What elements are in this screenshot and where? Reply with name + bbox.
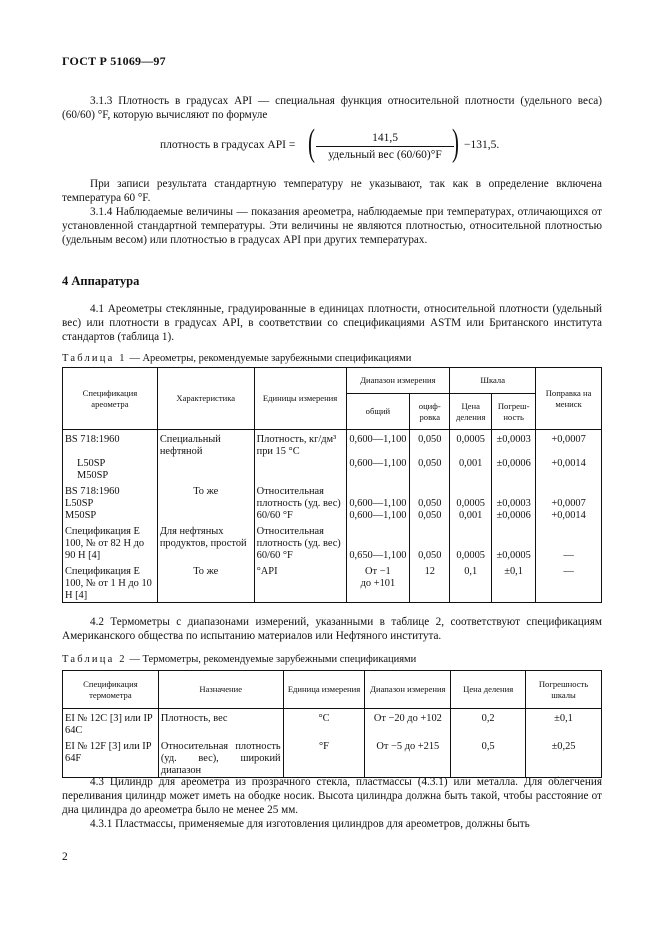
- formula-denominator: удельный вес (60/60)°F: [328, 149, 442, 161]
- t2-cell-range: От −5 до +215: [365, 737, 451, 778]
- t2-header-unit: Единица измерения: [283, 671, 365, 709]
- t1-header-range-digit: оциф-ровка: [410, 394, 450, 430]
- table2-row: [63, 737, 602, 778]
- t1-cell-range-digit: 12: [410, 562, 450, 603]
- t2-header-spec: Спецификация термометра: [63, 671, 159, 709]
- t1-cell-corr: +0,0007: [536, 430, 602, 459]
- t1-cell-char: [157, 458, 254, 482]
- table1-caption-text: — Ареометры, рекомендуемые зарубежными спецификациями: [126, 353, 412, 364]
- paragraph-4-3-1: 4.3.1 Пластмассы, применяемые для изготовления цилиндров для ареометров, должны быть: [90, 818, 530, 830]
- paragraph-note: При записи результата стандартную температуру не указывают, так как в определение включена температура 60 °F.: [62, 178, 602, 204]
- t1-cell-units: Плотность, кг/дм³ при 15 °С: [254, 430, 346, 459]
- table2-header-row: [63, 671, 602, 709]
- table2-caption: [62, 653, 416, 667]
- t1-header-range: Диапазон измерения: [346, 368, 450, 394]
- t1-cell-scale-div: 0,0005: [450, 522, 492, 562]
- t1-header-scale-err: Погреш-ность: [492, 394, 536, 430]
- t1-cell-scale-div: 0,1: [450, 562, 492, 603]
- t1-cell-range-total: 0,650—1,100: [346, 522, 410, 562]
- t1-header-scale-div: Цена деления: [450, 394, 492, 430]
- t2-cell-unit: °F: [283, 737, 365, 778]
- t2-header-div: Цена деления: [451, 671, 526, 709]
- t1-cell-range-digit: 0,050: [410, 430, 450, 459]
- t1-cell-char: Специальный нефтяной: [157, 430, 254, 459]
- t1-cell-corr: +0,0014: [536, 458, 602, 482]
- paragraph-4-2: 4.2 Термометры с диапазонами измерений, указанными в таблице 2, соответствуют спецификациям Американского общества по испытанию материалов или Нефтяного института.: [62, 616, 602, 642]
- formula-right-paren: ): [452, 122, 459, 164]
- table1-caption: [62, 352, 411, 366]
- formula-numerator: 141,5: [316, 131, 454, 147]
- t2-cell-spec: EI № 12С [3] или IP 64С: [63, 709, 159, 738]
- t1-cell-char: То же: [157, 482, 254, 522]
- t1-cell-range-total: От −1 до +101: [346, 562, 410, 603]
- table1-row: [63, 482, 602, 522]
- t1-cell-corr: +0,0007 +0,0014: [536, 482, 602, 522]
- t1-cell-scale-err: ±0,0006: [492, 458, 536, 482]
- t2-cell-spec: EI № 12F [3] или IP 64F: [63, 737, 159, 778]
- table1-body: [63, 430, 602, 603]
- table2-body: [63, 709, 602, 778]
- t1-cell-range-total: 0,600—1,100 0,600—1,100: [346, 482, 410, 522]
- t1-cell-units: °API: [254, 562, 346, 603]
- table2-row: [63, 709, 602, 738]
- t2-cell-div: 0,5: [451, 737, 526, 778]
- formula-left-paren: (: [308, 122, 315, 164]
- table1-row: [63, 522, 602, 562]
- t1-cell-units: Относительная плотность (уд. вес) 60/60 °F: [254, 522, 346, 562]
- formula-fraction: [316, 131, 454, 162]
- t1-cell-scale-err: ±0,0003 ±0,0006: [492, 482, 536, 522]
- formula-label: плотность в градусах API =: [160, 139, 296, 151]
- document-header: ГОСТ Р 51069—97: [62, 54, 166, 68]
- t2-cell-unit: °С: [283, 709, 365, 738]
- t2-header-purpose: Назначение: [158, 671, 283, 709]
- table1-hydrometers: [62, 367, 602, 603]
- t1-cell-spec: BS 718:1960 L50SP M50SP: [63, 482, 158, 522]
- t1-cell-scale-err: ±0,0003: [492, 430, 536, 459]
- t1-header-scale: Шкала: [450, 368, 536, 394]
- t1-header-range-total: общий: [346, 394, 410, 430]
- table2-thermometers: [62, 670, 602, 778]
- t1-cell-scale-div: 0,001: [450, 458, 492, 482]
- t2-cell-div: 0,2: [451, 709, 526, 738]
- t1-cell-range-digit: 0,050: [410, 458, 450, 482]
- table2-caption-text: — Термометры, рекомендуемые зарубежными спецификациями: [126, 654, 417, 665]
- t1-cell-scale-err: ±0,1: [492, 562, 536, 603]
- t1-cell-corr: —: [536, 562, 602, 603]
- paragraph-3-1-3: 3.1.3 Плотность в градусах API — специальная функция относительной плотности (удельного веса) (60/60) °F, которую вычисляют по формуле: [62, 95, 602, 121]
- table1-row: [63, 430, 602, 459]
- t2-cell-purpose: Относительная плотность (уд. вес), широкий диапазон: [158, 737, 283, 778]
- t1-cell-scale-err: ±0,0005: [492, 522, 536, 562]
- paragraph-4-3: 4.3 Цилиндр для ареометра из прозрачного стекла, пластмассы (4.3.1) или металла. Для облегчения переливания цилиндр может иметь на ободке носик. Высота цилиндра должна быть такой, чтобы расстояние от дна цилиндра до ареометра было не менее 25 мм.: [62, 776, 602, 816]
- t1-header-units: Единицы измерения: [254, 368, 346, 430]
- t1-cell-spec: BS 718:1960: [63, 430, 158, 459]
- t1-cell-units: Относительная плотность (уд. вес) 60/60 °F: [254, 482, 346, 522]
- t2-cell-range: От −20 до +102: [365, 709, 451, 738]
- t2-cell-err: ±0,25: [526, 737, 602, 778]
- t1-cell-spec: L50SP M50SP: [63, 458, 158, 482]
- table2-caption-label: Таблица 2: [62, 654, 127, 665]
- t1-cell-char: Для нефтяных продуктов, простой: [157, 522, 254, 562]
- t1-cell-scale-div: 0,0005: [450, 430, 492, 459]
- t1-cell-range-digit: 0,050 0,050: [410, 482, 450, 522]
- table1-caption-label: Таблица 1: [62, 353, 127, 364]
- t1-header-spec: Спецификация ареометра: [63, 368, 158, 430]
- t1-cell-char: То же: [157, 562, 254, 603]
- section-4-heading: 4 Аппаратура: [62, 274, 140, 288]
- t2-header-range: Диапазон измерения: [365, 671, 451, 709]
- formula-tail: −131,5.: [464, 139, 500, 151]
- table1-row: [63, 562, 602, 603]
- t2-cell-purpose: Плотность, вес: [158, 709, 283, 738]
- t1-cell-spec: Спецификация Е 100, № от 1 Н до 10 Н [4]: [63, 562, 158, 603]
- t1-cell-scale-div: 0,0005 0,001: [450, 482, 492, 522]
- page-number: 2: [62, 851, 68, 863]
- api-formula: [160, 122, 530, 164]
- t1-cell-range-total: 0,600—1,100: [346, 430, 410, 459]
- paragraph-3-1-4: 3.1.4 Наблюдаемые величины — показания ареометра, наблюдаемые при температурах, отличающихся от установленной стандартной температуры. Эти величины не являются плотностью, относительной плотностью (удельным весом) или плотностью в градусах API при других температурах.: [62, 206, 602, 246]
- t1-cell-range-digit: 0,050: [410, 522, 450, 562]
- t1-cell-spec: Спецификация Е 100, № от 82 Н до 90 Н [4]: [63, 522, 158, 562]
- t1-cell-units: [254, 458, 346, 482]
- t1-header-corr: Поправка на мениск: [536, 368, 602, 430]
- t2-cell-err: ±0,1: [526, 709, 602, 738]
- t2-header-err: Погрешность шкалы: [526, 671, 602, 709]
- t1-header-char: Характеристика: [157, 368, 254, 430]
- table1-row: [63, 458, 602, 482]
- t1-cell-range-total: 0,600—1,100: [346, 458, 410, 482]
- paragraph-4-1: 4.1 Ареометры стеклянные, градуированные в единицах плотности, относительной плотности (удельный вес) или плотности в градусах API, в соответствии со спецификациями ASTM или Британского института стандартов (таблица 1).: [62, 303, 602, 343]
- t1-cell-corr: —: [536, 522, 602, 562]
